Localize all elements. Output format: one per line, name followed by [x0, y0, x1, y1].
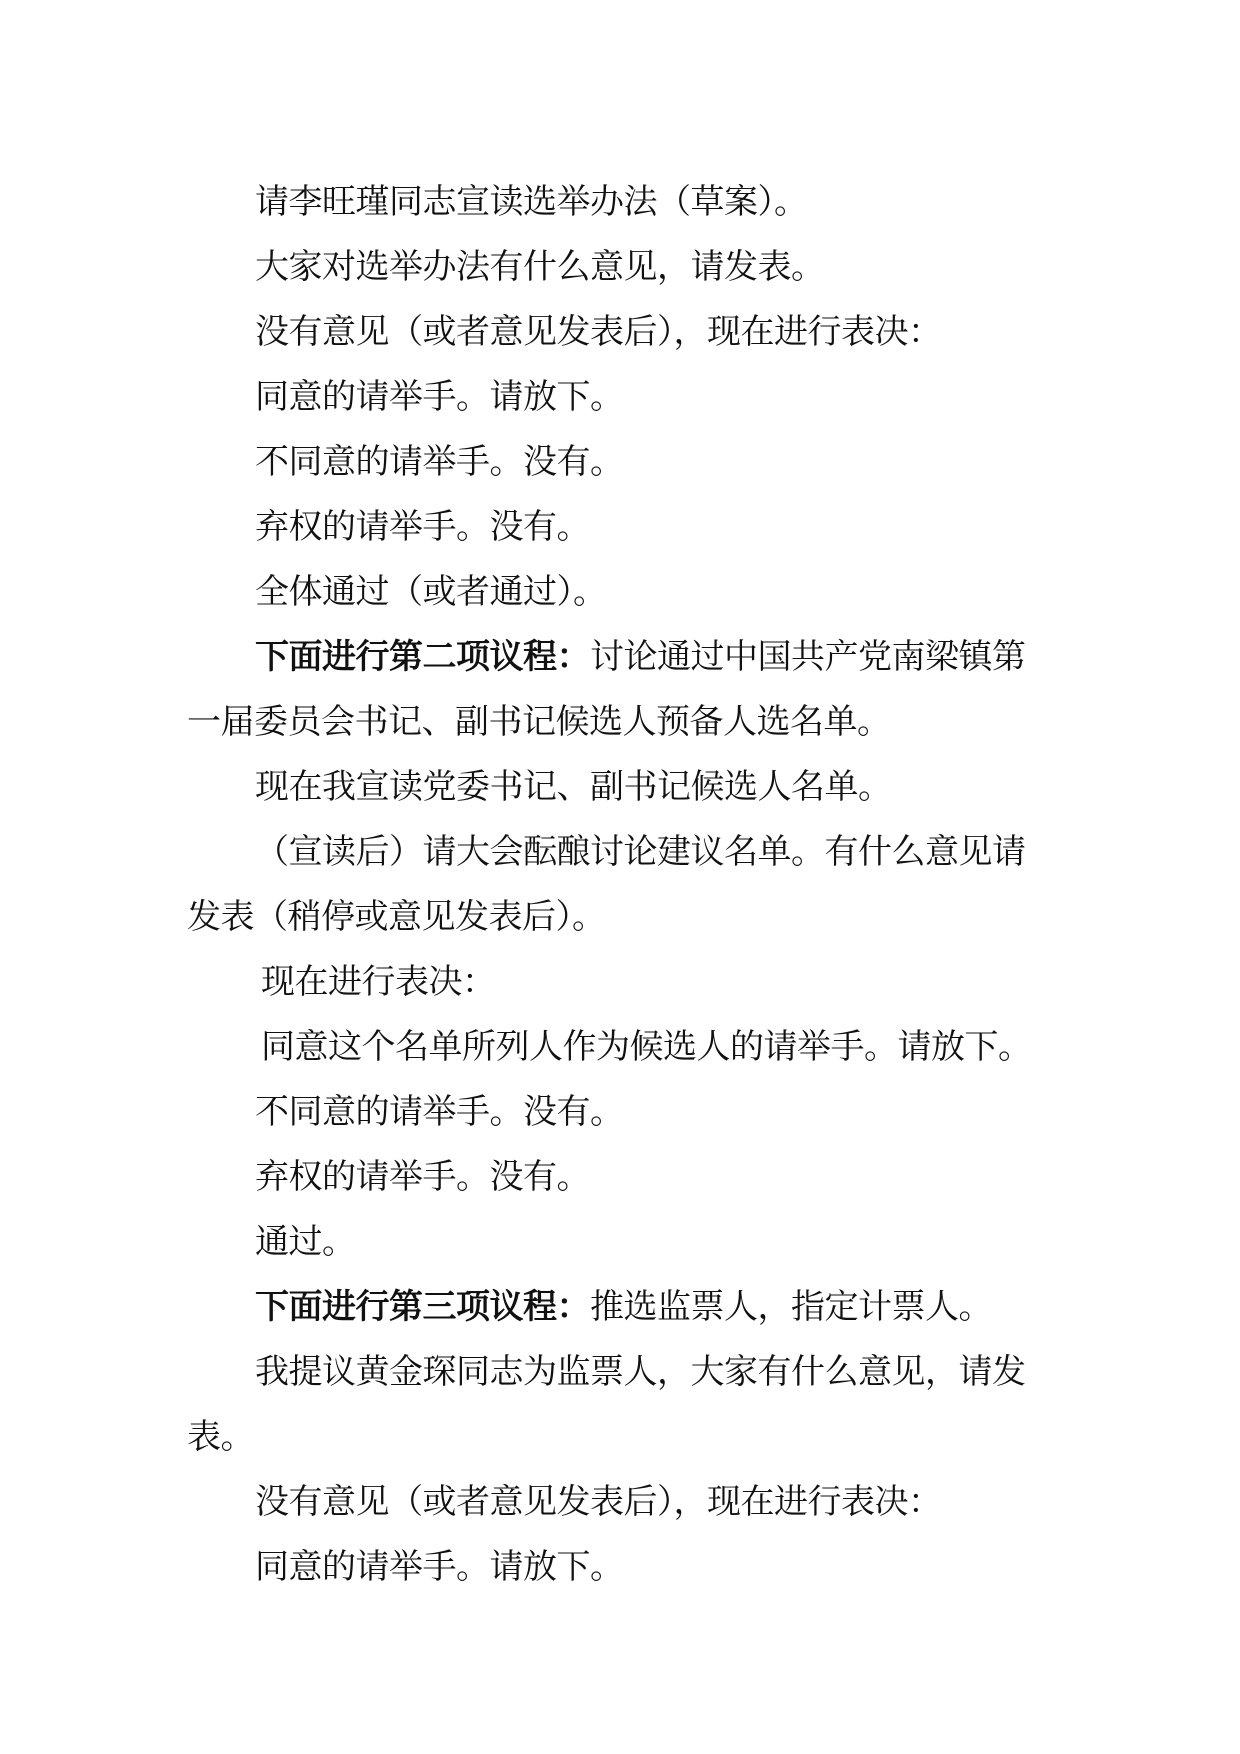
paragraph-text: 全体通过（或者通过）。 — [255, 572, 607, 612]
paragraph — [187, 1015, 1057, 1080]
paragraph — [187, 1080, 1057, 1145]
paragraph-text: 现在进行表决： — [261, 962, 496, 1002]
paragraph-text: （宣读后）请大会酝酿讨论建议名单。有什么意见请发表（稍停或意见发表后）。 — [187, 832, 1026, 937]
agenda-heading: 下面进行第三项议程： — [255, 1287, 590, 1327]
paragraph — [187, 365, 1057, 430]
paragraph-text: 现在我宣读党委书记、副书记候选人名单。 — [255, 767, 892, 807]
paragraph-text: 讨论通过中国共产党南梁镇第一届委员会书记、副书记候选人预备人选名单。 — [187, 637, 1026, 742]
paragraph-text: 没有意见（或者意见发表后），现在进行表决： — [255, 312, 942, 352]
paragraph — [187, 430, 1057, 495]
paragraph-text: 同意这个名单所列人作为候选人的请举手。请放下。 — [261, 1027, 1032, 1067]
paragraph — [187, 1210, 1057, 1275]
paragraph — [187, 495, 1057, 560]
paragraph — [187, 1145, 1057, 1210]
paragraph — [187, 170, 1057, 235]
paragraph-text: 弃权的请举手。没有。 — [255, 1157, 590, 1197]
paragraph-text: 推选监票人，指定计票人。 — [590, 1287, 992, 1327]
agenda-heading: 下面进行第二项议程： — [255, 637, 590, 677]
paragraph-text: 不同意的请举手。没有。 — [255, 1092, 624, 1132]
paragraph — [187, 560, 1057, 625]
paragraph — [187, 300, 1057, 365]
paragraph-text: 我提议黄金琛同志为监票人，大家有什么意见，请发表。 — [187, 1352, 1026, 1457]
paragraph-text: 同意的请举手。请放下。 — [255, 1547, 624, 1587]
paragraph-text: 弃权的请举手。没有。 — [255, 507, 590, 547]
paragraph-text: 同意的请举手。请放下。 — [255, 377, 624, 417]
paragraph-text: 大家对选举办法有什么意见，请发表。 — [255, 247, 825, 287]
paragraph-text: 请李旺瑾同志宣读选举办法（草案）。 — [255, 182, 808, 222]
document-body — [187, 170, 1057, 1600]
paragraph — [187, 1470, 1057, 1535]
agenda-paragraph — [187, 1275, 1057, 1340]
paragraph — [187, 820, 1057, 950]
paragraph — [187, 755, 1057, 820]
paragraph — [187, 1340, 1057, 1470]
paragraph-text: 通过。 — [255, 1222, 356, 1262]
agenda-paragraph — [187, 625, 1057, 755]
paragraph-text: 没有意见（或者意见发表后），现在进行表决： — [255, 1482, 942, 1522]
paragraph — [187, 950, 1057, 1015]
paragraph — [187, 235, 1057, 300]
paragraph-text: 不同意的请举手。没有。 — [255, 442, 624, 482]
paragraph — [187, 1535, 1057, 1600]
